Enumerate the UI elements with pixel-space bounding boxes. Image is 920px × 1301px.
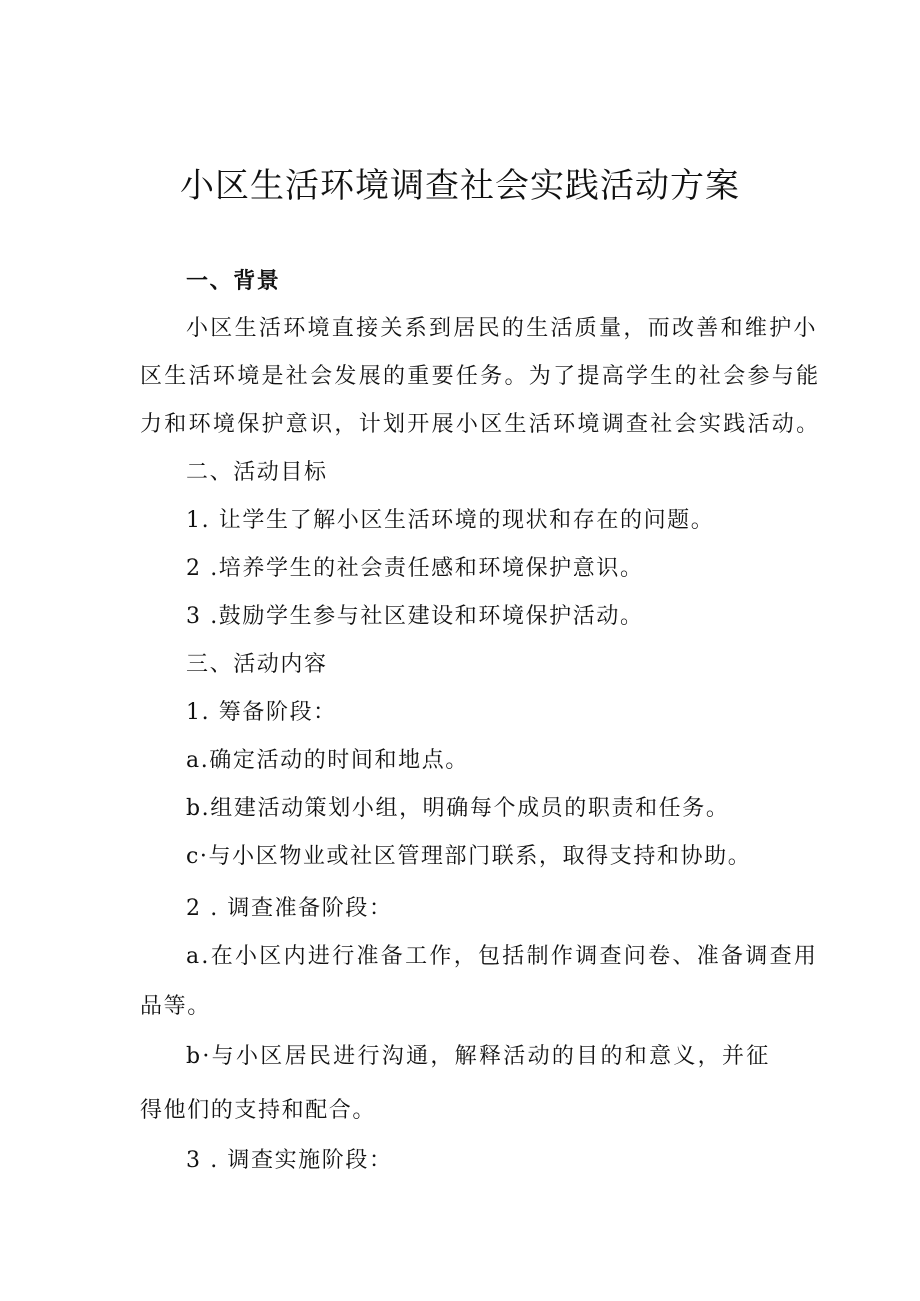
- stage-2-item-b-line-1: b·与小区居民进行沟通，解释活动的目的和意义，并征: [186, 1044, 771, 1069]
- background-heading: 一、背景: [186, 268, 281, 294]
- stage-1-item-a: a.确定活动的时间和地点。: [186, 748, 469, 773]
- goal-item-3: 3 .鼓励学生参与社区建设和环境保护活动。: [186, 604, 644, 629]
- stage-3-heading: 3 . 调查实施阶段：: [186, 1148, 393, 1173]
- stage-2-item-a-line-1: a.在小区内进行准备工作，包括制作调查问卷、准备调查用: [186, 944, 819, 969]
- stage-1-item-b: b.组建活动策划小组，明确每个成员的职责和任务。: [186, 796, 730, 821]
- document-title: 小区生活环境调查社会实践活动方案: [180, 166, 740, 206]
- content-heading: 三、活动内容: [186, 652, 328, 677]
- stage-1-heading: 1. 筹备阶段：: [186, 700, 337, 725]
- background-paragraph-line-1: 小区生活环境直接关系到居民的生活质量，而改善和维护小: [186, 316, 818, 341]
- background-paragraph-line-2: 区生活环境是社会发展的重要任务。为了提高学生的社会参与能: [140, 364, 821, 389]
- goal-item-1: 1. 让学生了解小区生活环境的现状和存在的问题。: [186, 508, 715, 533]
- goal-item-2: 2 .培养学生的社会责任感和环境保护意识。: [186, 556, 644, 581]
- goals-heading: 二、活动目标: [186, 460, 328, 485]
- stage-2-heading: 2 . 调查准备阶段：: [186, 896, 393, 921]
- stage-2-item-b-line-2: 得他们的支持和配合。: [140, 1098, 377, 1123]
- background-paragraph-line-3: 力和环境保护意识，计划开展小区生活环境调查社会实践活动。: [140, 412, 821, 437]
- stage-2-item-a-line-2: 品等。: [140, 994, 211, 1019]
- stage-1-item-c: c·与小区物业或社区管理部门联系，取得支持和协助。: [186, 844, 752, 869]
